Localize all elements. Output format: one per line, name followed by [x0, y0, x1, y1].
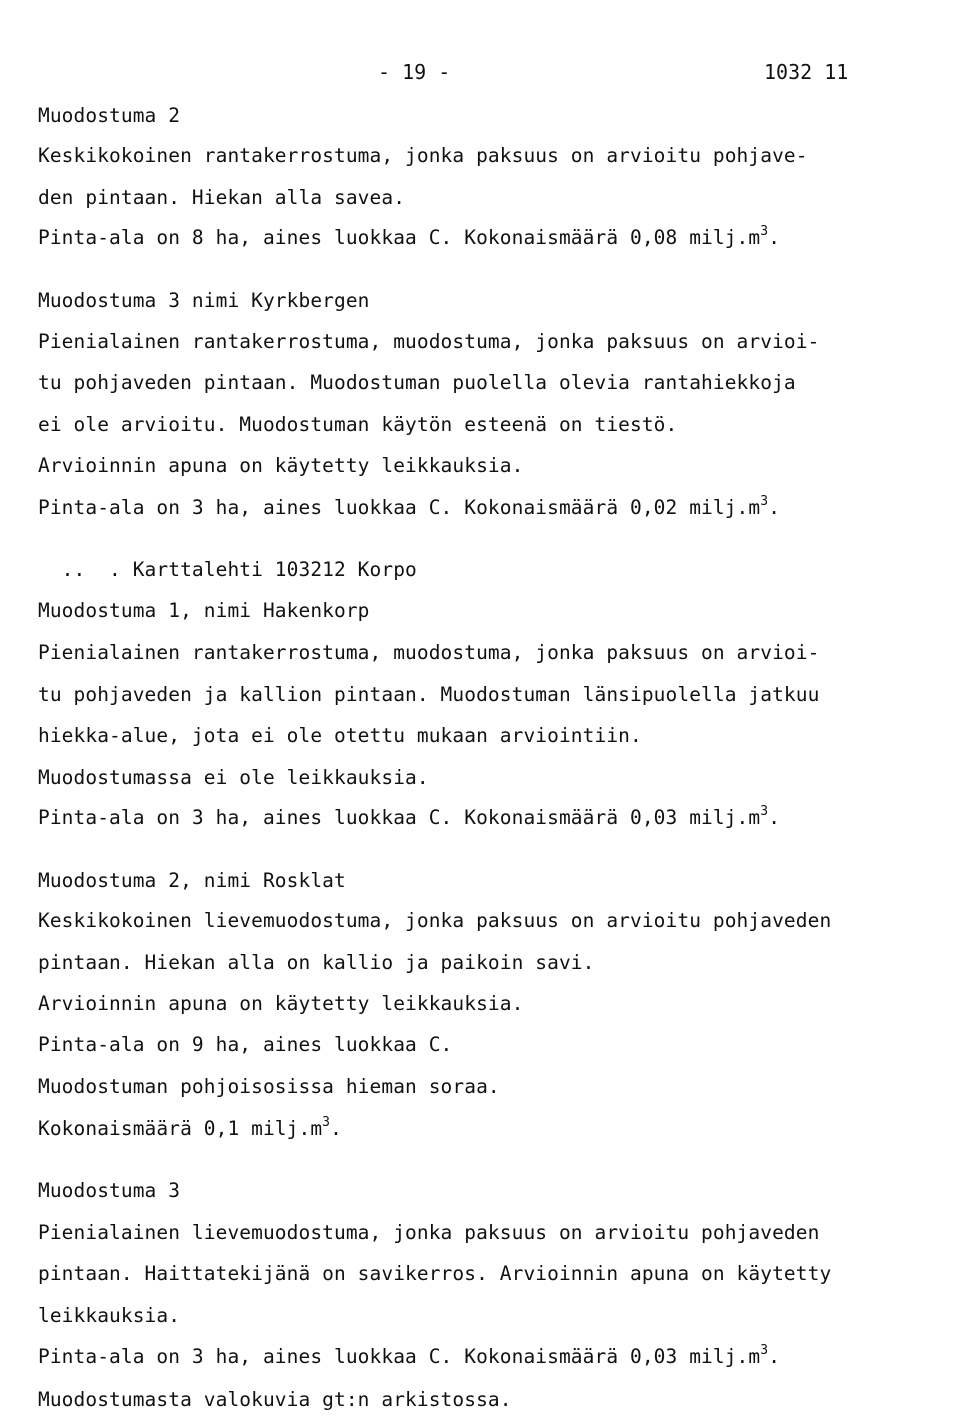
line-suffix: . — [768, 226, 781, 249]
text-line — [38, 558, 417, 582]
text-line — [38, 186, 405, 210]
line-text: Pinta-ala on 9 ha, aines luokkaa C. — [38, 1033, 453, 1056]
line-suffix: . — [330, 1117, 342, 1140]
line-suffix: . — [768, 806, 781, 829]
text-line — [38, 1262, 831, 1286]
line-text: tu pohjaveden pintaan. Muodostuman puolella olevia rantahiekkoja — [38, 371, 796, 394]
superscript: 3 — [322, 1115, 331, 1130]
line-text: Pinta-ala on 3 ha, aines luokkaa C. Kokonaismäärä 0,02 milj.m — [38, 496, 761, 519]
text-line — [38, 683, 819, 707]
line-text: Muodostuman pohjoisosissa hieman soraa. — [38, 1075, 500, 1098]
line-text: Muodostuma 1, nimi Hakenkorp — [38, 599, 370, 622]
line-text: ei ole arvioitu. Muodostuman käytön esteenä on tiestö. — [38, 413, 678, 436]
text-line — [38, 330, 819, 354]
line-text: Pinta-ala on 3 ha, aines luokkaa C. Kokonaismäärä 0,03 milj.m — [38, 1345, 761, 1368]
line-text: Arvioinnin apuna on käytetty leikkauksia. — [38, 992, 524, 1015]
text-line — [38, 1388, 512, 1412]
line-text: den pintaan. Hiekan alla savea. — [38, 186, 406, 209]
text-line — [38, 1179, 180, 1203]
line-text: Muodostuma 2, nimi Rosklat — [38, 869, 346, 892]
line-text: Pienialainen lievemuodostuma, jonka paksuus on arvioitu pohjaveden — [38, 1221, 820, 1244]
line-text: hiekka-alue, jota ei ole otettu mukaan arviointiin. — [38, 724, 642, 747]
document-code: 1032 11 — [764, 60, 849, 84]
line-suffix: . — [768, 496, 781, 519]
page-number: - 19 - — [378, 60, 451, 84]
line-suffix: . — [768, 1345, 781, 1368]
line-text: Muodostuma 3 — [38, 1179, 181, 1202]
text-line — [38, 1304, 180, 1328]
line-text: Muodostuma 3 nimi Kyrkbergen — [38, 289, 370, 312]
text-line — [38, 496, 780, 520]
text-line — [38, 869, 346, 893]
text-line — [38, 1033, 452, 1057]
text-line — [38, 1075, 500, 1099]
line-text: Pinta-ala on 8 ha, aines luokkaa C. Kokonaismäärä 0,08 milj.m — [38, 226, 761, 249]
text-line — [38, 1117, 342, 1141]
text-line — [38, 144, 808, 168]
line-text: leikkauksia. — [38, 1304, 181, 1327]
line-text: .. . Karttalehti 103212 Korpo — [38, 558, 417, 581]
line-text: tu pohjaveden ja kallion pintaan. Muodostuman länsipuolella jatkuu — [38, 683, 820, 706]
line-text: Pienialainen rantakerrostuma, muodostuma, jonka paksuus on arvioi- — [38, 641, 820, 664]
text-line — [38, 289, 370, 313]
line-text: pintaan. Haittatekijänä on savikerros. Arvioinnin apuna on käytetty — [38, 1262, 832, 1285]
text-line — [38, 371, 796, 395]
text-line — [38, 104, 180, 128]
superscript: 3 — [760, 224, 769, 239]
line-text: Keskikokoinen lievemuodostuma, jonka paksuus on arvioitu pohjaveden — [38, 909, 832, 932]
line-text: Arvioinnin apuna on käytetty leikkauksia. — [38, 454, 524, 477]
line-text: Kokonaismäärä 0,1 milj.m — [38, 1117, 323, 1140]
text-line — [38, 641, 819, 665]
text-line — [38, 806, 780, 830]
text-line — [38, 226, 780, 250]
text-line — [38, 724, 642, 748]
text-line — [38, 951, 594, 975]
superscript: 3 — [760, 1343, 769, 1358]
text-line — [38, 413, 677, 437]
line-text: Muodostuma 2 — [38, 104, 181, 127]
line-text: Keskikokoinen rantakerrostuma, jonka paksuus on arvioitu pohjave- — [38, 144, 808, 167]
text-line — [38, 766, 429, 790]
text-line — [38, 599, 370, 623]
text-line — [38, 992, 523, 1016]
line-text: Pienialainen rantakerrostuma, muodostuma, jonka paksuus on arvioi- — [38, 330, 820, 353]
line-text: Muodostumassa ei ole leikkauksia. — [38, 766, 429, 789]
superscript: 3 — [760, 494, 769, 509]
superscript: 3 — [760, 804, 769, 819]
line-text: Muodostumasta valokuvia gt:n arkistossa. — [38, 1388, 512, 1411]
text-line — [38, 1221, 819, 1245]
text-line — [38, 1345, 780, 1369]
line-text: Pinta-ala on 3 ha, aines luokkaa C. Kokonaismäärä 0,03 milj.m — [38, 806, 761, 829]
line-text: pintaan. Hiekan alla on kallio ja paikoin savi. — [38, 951, 595, 974]
text-line — [38, 454, 523, 478]
text-line — [38, 909, 831, 933]
